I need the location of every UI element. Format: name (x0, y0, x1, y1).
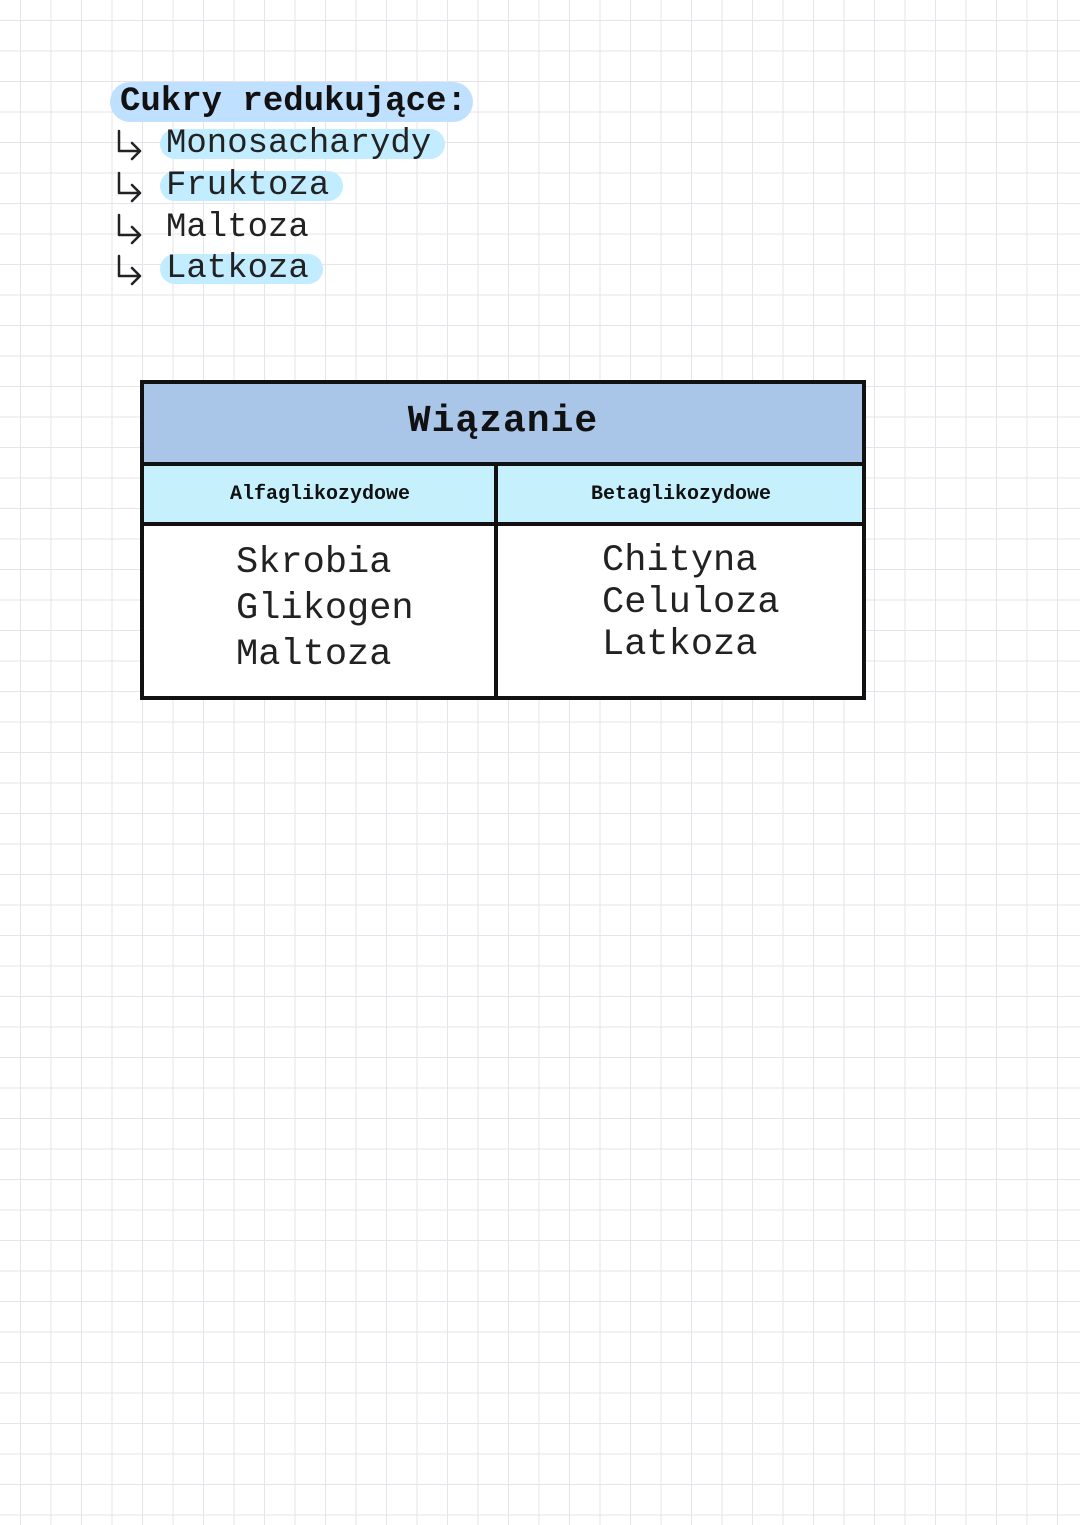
list-item (110, 250, 323, 288)
column-divider (494, 462, 498, 700)
table-cell-value: Maltoza (236, 634, 392, 676)
table-cell-value: Glikogen (236, 588, 414, 630)
table-cell-value: Latkoza (602, 624, 758, 666)
list-item-label: Monosacharydy (160, 129, 445, 159)
section-heading: Cukry redukujące: (110, 82, 473, 122)
list-item (110, 125, 445, 163)
curved-arrow-right-icon (110, 209, 150, 247)
table-title: Wiązanie (407, 400, 599, 443)
table-cell-value: Chityna (602, 540, 758, 582)
list-item-label: Latkoza (160, 254, 323, 284)
list-item (110, 167, 343, 205)
table-cell-value: Skrobia (236, 542, 392, 584)
curved-arrow-right-icon (110, 250, 150, 288)
table-header (140, 380, 866, 462)
list-item-label: Maltoza (166, 209, 309, 247)
list-item-label: Fruktoza (160, 171, 343, 201)
table-body-row (140, 526, 866, 700)
table-subheader-row (140, 462, 866, 526)
alfa-cell (236, 526, 414, 678)
column-header-beta: Betaglikozydowe (590, 482, 772, 506)
curved-arrow-right-icon (110, 125, 150, 163)
column-header-alfa: Alfaglikozydowe (229, 482, 411, 506)
beta-cell (602, 526, 780, 666)
bond-table (140, 380, 866, 700)
curved-arrow-right-icon (110, 167, 150, 205)
list-item (110, 209, 323, 247)
table-cell-value: Celuloza (602, 582, 780, 624)
